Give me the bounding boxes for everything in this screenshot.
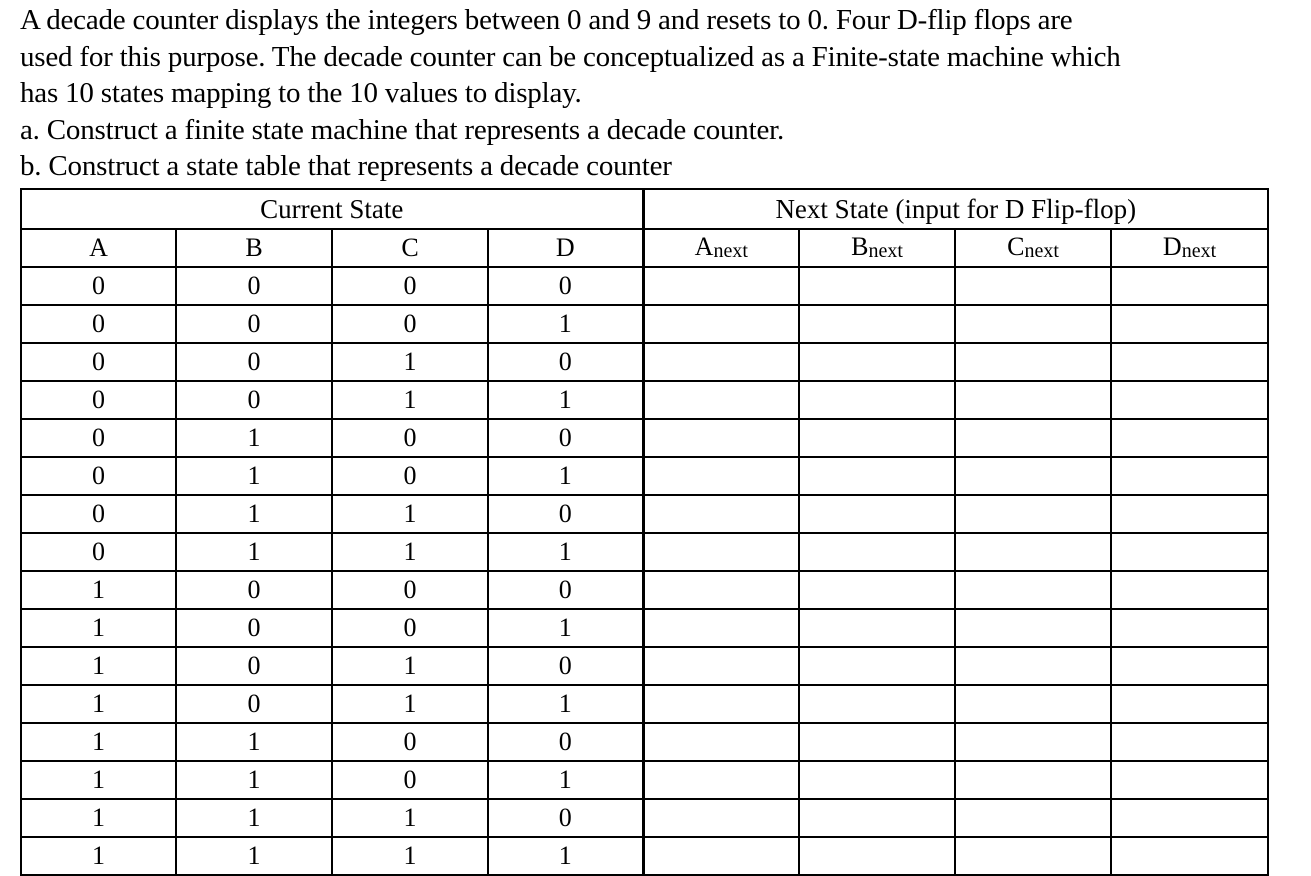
next-state-cell[interactable] (643, 343, 799, 381)
current-state-cell: 1 (21, 609, 176, 647)
next-state-cell[interactable] (643, 571, 799, 609)
current-state-cell: 1 (21, 837, 176, 875)
next-state-cell[interactable] (799, 837, 955, 875)
current-state-cell: 1 (176, 495, 332, 533)
next-state-cell[interactable] (955, 305, 1111, 343)
current-state-cell: 1 (332, 647, 488, 685)
column-header-d: D (488, 229, 643, 267)
next-state-cell[interactable] (799, 723, 955, 761)
next-state-cell[interactable] (643, 799, 799, 837)
table-row (21, 343, 1268, 381)
next-state-cell[interactable] (799, 799, 955, 837)
current-state-cell: 1 (488, 533, 643, 571)
current-state-cell: 0 (21, 305, 176, 343)
next-state-cell[interactable] (799, 343, 955, 381)
next-state-cell[interactable] (955, 571, 1111, 609)
next-state-cell[interactable] (643, 305, 799, 343)
current-state-cell: 0 (176, 267, 332, 305)
table-row (21, 419, 1268, 457)
current-state-cell: 0 (176, 647, 332, 685)
next-state-cell[interactable] (643, 723, 799, 761)
current-state-cell: 0 (21, 267, 176, 305)
column-header-b: B (176, 229, 332, 267)
table-row (21, 267, 1268, 305)
table-row (21, 533, 1268, 571)
table-row (21, 457, 1268, 495)
next-state-cell[interactable] (955, 267, 1111, 305)
next-state-cell[interactable] (1111, 343, 1268, 381)
next-state-cell[interactable] (643, 495, 799, 533)
table-row (21, 799, 1268, 837)
current-state-cell: 0 (21, 419, 176, 457)
column-header-a-next: Anext (643, 229, 799, 267)
next-state-cell[interactable] (643, 837, 799, 875)
next-state-cell[interactable] (799, 571, 955, 609)
current-state-cell: 0 (176, 685, 332, 723)
table-row (21, 723, 1268, 761)
table-row (21, 685, 1268, 723)
next-state-cell[interactable] (799, 533, 955, 571)
next-state-cell[interactable] (1111, 533, 1268, 571)
current-state-cell: 0 (488, 495, 643, 533)
question-line: has 10 states mapping to the 10 values to display. (20, 77, 582, 109)
current-state-cell: 1 (488, 761, 643, 799)
next-state-cell[interactable] (1111, 457, 1268, 495)
question-text (20, 2, 1300, 185)
next-state-cell[interactable] (643, 533, 799, 571)
current-state-cell: 1 (176, 799, 332, 837)
column-header-b-next: Bnext (799, 229, 955, 267)
next-state-cell[interactable] (1111, 723, 1268, 761)
current-state-cell: 0 (332, 419, 488, 457)
table-row (21, 609, 1268, 647)
current-state-cell: 1 (176, 533, 332, 571)
next-state-cell[interactable] (799, 419, 955, 457)
current-state-header: Current State (21, 189, 643, 229)
next-state-cell[interactable] (955, 533, 1111, 571)
current-state-cell: 0 (176, 305, 332, 343)
current-state-cell: 1 (21, 723, 176, 761)
current-state-cell: 0 (488, 419, 643, 457)
next-state-cell[interactable] (955, 685, 1111, 723)
question-part-a: a. Construct a finite state machine that represents a decade counter. (20, 113, 785, 146)
current-state-cell: 1 (488, 457, 643, 495)
current-state-cell: 1 (332, 381, 488, 419)
group-header-row (21, 189, 1268, 229)
current-state-cell: 0 (332, 723, 488, 761)
current-state-cell: 1 (21, 799, 176, 837)
next-state-cell[interactable] (643, 267, 799, 305)
next-state-cell[interactable] (643, 457, 799, 495)
next-state-cell[interactable] (799, 685, 955, 723)
current-state-cell: 0 (488, 647, 643, 685)
next-state-cell[interactable] (1111, 837, 1268, 875)
current-state-cell: 1 (332, 837, 488, 875)
current-state-cell: 1 (332, 533, 488, 571)
next-state-cell[interactable] (799, 761, 955, 799)
current-state-cell: 1 (488, 381, 643, 419)
next-state-cell[interactable] (1111, 609, 1268, 647)
current-state-cell: 1 (488, 305, 643, 343)
next-state-cell[interactable] (955, 495, 1111, 533)
current-state-cell: 1 (332, 495, 488, 533)
current-state-cell: 1 (21, 761, 176, 799)
column-header-c: C (332, 229, 488, 267)
next-state-cell[interactable] (955, 799, 1111, 837)
current-state-cell: 1 (488, 609, 643, 647)
table-row (21, 761, 1268, 799)
next-state-cell[interactable] (955, 723, 1111, 761)
current-state-cell: 0 (21, 457, 176, 495)
next-state-cell[interactable] (799, 267, 955, 305)
next-state-cell[interactable] (1111, 267, 1268, 305)
current-state-cell: 1 (332, 799, 488, 837)
column-header-a: A (21, 229, 176, 267)
next-state-cell[interactable] (1111, 419, 1268, 457)
next-state-cell[interactable] (643, 761, 799, 799)
next-state-cell[interactable] (799, 381, 955, 419)
next-state-cell[interactable] (955, 609, 1111, 647)
next-state-cell[interactable] (1111, 305, 1268, 343)
current-state-cell: 0 (332, 305, 488, 343)
table-row (21, 837, 1268, 875)
current-state-cell: 0 (488, 571, 643, 609)
current-state-cell: 0 (488, 799, 643, 837)
next-state-cell[interactable] (643, 609, 799, 647)
current-state-cell: 0 (488, 343, 643, 381)
column-header-d-next: Dnext (1111, 229, 1268, 267)
next-state-cell[interactable] (799, 457, 955, 495)
current-state-cell: 1 (488, 837, 643, 875)
table-row (21, 305, 1268, 343)
next-state-cell[interactable] (799, 609, 955, 647)
current-state-cell: 1 (332, 685, 488, 723)
current-state-cell: 0 (332, 609, 488, 647)
state-table (20, 188, 1269, 876)
current-state-cell: 0 (332, 457, 488, 495)
current-state-cell: 0 (21, 533, 176, 571)
current-state-cell: 0 (332, 571, 488, 609)
next-state-cell[interactable] (799, 647, 955, 685)
current-state-cell: 1 (176, 837, 332, 875)
next-state-cell[interactable] (643, 685, 799, 723)
next-state-cell[interactable] (1111, 647, 1268, 685)
current-state-cell: 1 (176, 419, 332, 457)
current-state-cell: 0 (332, 761, 488, 799)
current-state-cell: 1 (488, 685, 643, 723)
next-state-cell[interactable] (643, 381, 799, 419)
next-state-cell[interactable] (1111, 495, 1268, 533)
next-state-cell[interactable] (799, 305, 955, 343)
next-state-cell[interactable] (955, 419, 1111, 457)
next-state-cell[interactable] (1111, 761, 1268, 799)
next-state-cell[interactable] (955, 457, 1111, 495)
current-state-cell: 1 (176, 457, 332, 495)
current-state-cell: 0 (176, 343, 332, 381)
current-state-cell: 0 (176, 609, 332, 647)
table-row (21, 495, 1268, 533)
current-state-cell: 0 (21, 495, 176, 533)
current-state-cell: 1 (21, 571, 176, 609)
current-state-cell: 1 (332, 343, 488, 381)
table-row (21, 647, 1268, 685)
question-part-b: b. Construct a state table that represents a decade counter (20, 150, 672, 182)
current-state-cell: 0 (176, 381, 332, 419)
next-state-header: Next State (input for D Flip-flop) (643, 189, 1268, 229)
next-state-cell[interactable] (955, 343, 1111, 381)
current-state-cell: 1 (21, 685, 176, 723)
current-state-cell: 0 (21, 343, 176, 381)
next-state-cell[interactable] (643, 419, 799, 457)
question-line: A decade counter displays the integers between 0 and 9 and resets to 0. Four D-flip flops are (20, 4, 1073, 36)
table-row (21, 381, 1268, 419)
current-state-cell: 0 (488, 267, 643, 305)
next-state-cell[interactable] (1111, 799, 1268, 837)
next-state-cell[interactable] (1111, 571, 1268, 609)
current-state-cell: 1 (176, 761, 332, 799)
question-line: used for this purpose. The decade counter can be conceptualized as a Finite-state machine which (20, 40, 1121, 73)
next-state-cell[interactable] (955, 761, 1111, 799)
current-state-cell: 0 (332, 267, 488, 305)
next-state-cell[interactable] (955, 647, 1111, 685)
column-header-c-next: Cnext (955, 229, 1111, 267)
current-state-cell: 0 (176, 571, 332, 609)
table-row (21, 571, 1268, 609)
column-header-row (21, 229, 1268, 267)
next-state-cell[interactable] (1111, 685, 1268, 723)
current-state-cell: 1 (21, 647, 176, 685)
current-state-cell: 0 (488, 723, 643, 761)
current-state-cell: 1 (176, 723, 332, 761)
next-state-cell[interactable] (955, 837, 1111, 875)
next-state-cell[interactable] (955, 381, 1111, 419)
next-state-cell[interactable] (1111, 381, 1268, 419)
next-state-cell[interactable] (643, 647, 799, 685)
current-state-cell: 0 (21, 381, 176, 419)
next-state-cell[interactable] (799, 495, 955, 533)
